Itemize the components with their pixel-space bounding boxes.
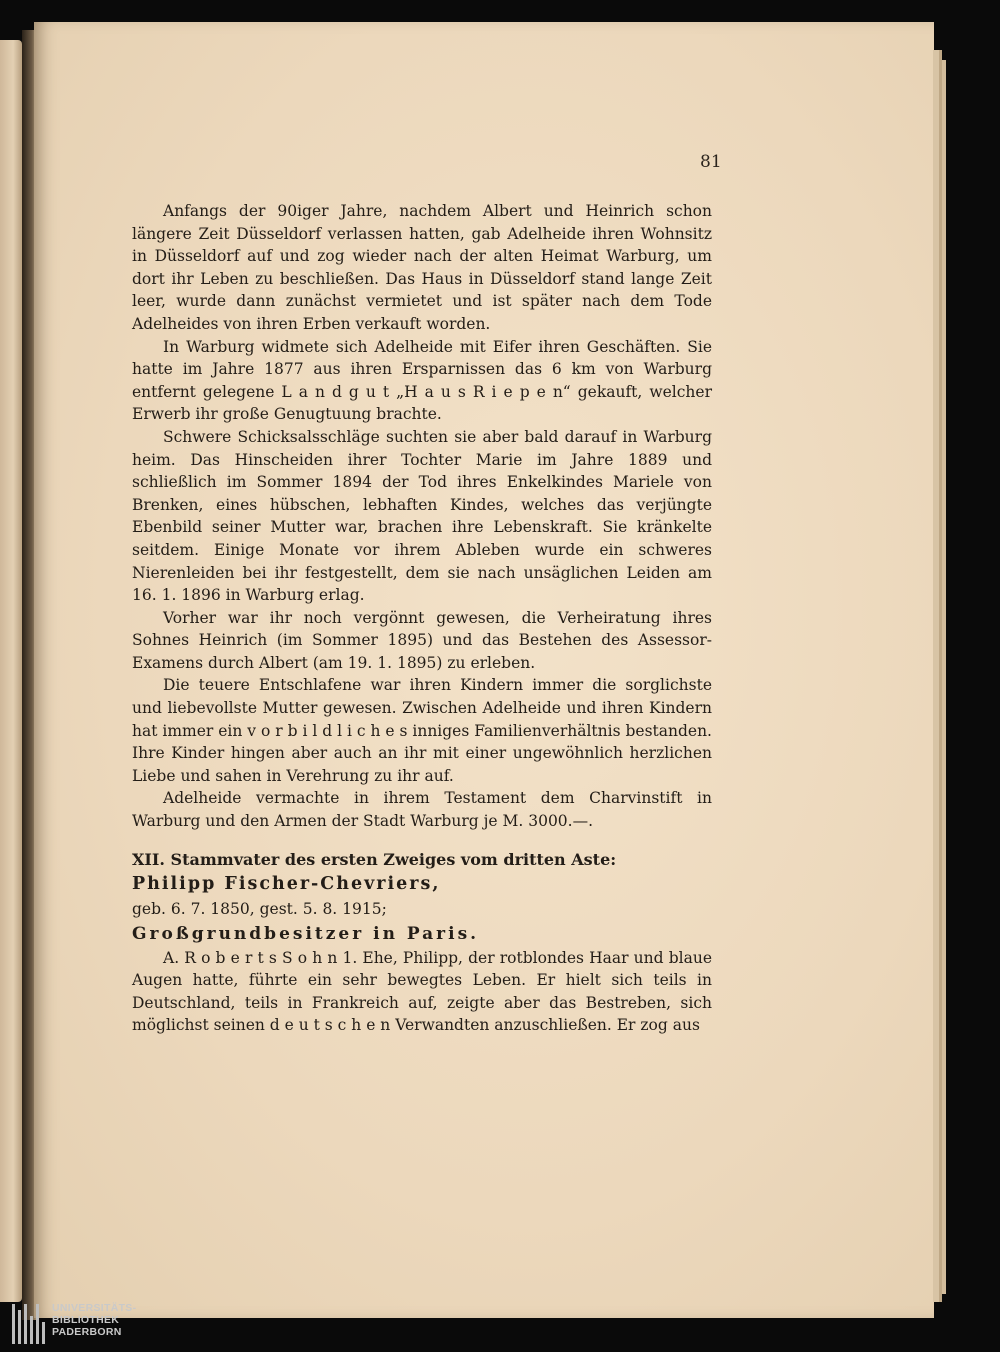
library-logo-line: PADERBORN: [52, 1326, 122, 1338]
person-name: Philipp Fischer-Chevriers,: [132, 873, 441, 894]
library-logo-mark: [12, 1304, 48, 1344]
library-logo-line: BIBLIOTHEK: [52, 1314, 120, 1326]
left-page-edge: [0, 40, 22, 1302]
paragraph: Vorher war ihr noch vergönnt gewesen, die Verheiratung ihres Sohnes Heinrich (im Sommer 1895) und das Bestehen des Assessor-Examens durch Albert (am 19. 1. 1895) zu erleben.: [132, 608, 712, 672]
paragraph: Adelheide vermachte in ihrem Testament dem Charvinstift in Warburg und den Armen der Stadt Warburg je M. 3000.—.: [132, 789, 712, 831]
section-title: XII. Stammvater des ersten Zweiges vom dritten Aste:: [132, 849, 617, 869]
paragraph: In Warburg widmete sich Adelheide mit Eifer ihren Geschäften. Sie hatte im Jahre 1877 aus ihren Ersparnissen das 6 km von Warburg entfernt gelegene L a n d g u t „H a u s R i e p e n“ gekauft, welcher Erwerb ihr große Genugtuung brachte.: [132, 337, 712, 424]
section-paragraph: A. R o b e r t s S o h n 1. Ehe, Philipp, der rotblondes Haar und blaue Augen hatte, führte ein sehr bewegtes Leben. Er hielt sich teils in Deutschland, teils in Frankreich auf, zeigte aber das Bestreben, sich möglichst seinen d e u t s c h e n Verwandten anzuschließen. Er zog aus: [132, 948, 712, 1035]
library-logo: [12, 1300, 212, 1344]
page-body: [132, 200, 712, 1037]
section-heading: [132, 847, 712, 947]
life-dates: geb. 6. 7. 1850, gest. 5. 8. 1915;: [132, 899, 387, 918]
library-logo-text: [52, 1302, 136, 1338]
occupation: Großgrundbesitzer in Paris.: [132, 923, 480, 944]
library-logo-line: UNIVERSITÄTS-: [52, 1302, 137, 1314]
paragraph: Die teuere Entschlafene war ihren Kindern immer die sorglichste und liebevollste Mutter gewesen. Zwischen Adelheide und ihren Kindern hat immer ein v o r b i l d l i c h e s inniges Familienverhältnis bestanden. Ihre Kinder hingen aber auch an ihr mit einer ungewöhnlich herzlichen Liebe und sahen in Verehrung zu ihr auf.: [132, 676, 712, 785]
page-edge: [942, 60, 946, 1294]
page-number: 81: [700, 152, 722, 172]
paragraph: Schwere Schicksalsschläge suchten sie aber bald darauf in Warburg heim. Das Hinscheiden ihrer Tochter Marie im Jahre 1889 und schließlich im Sommer 1894 der Tod ihres Enkelkindes Mariele von Brenken, eines hübschen, lebhaften Kindes, welches das verjüngte Ebenbild seiner Mutter war, brachen ihre Lebenskraft. Sie kränkelte seitdem. Einige Monate vor ihrem Ableben wurde ein schweres Nierenleiden bei ihr festgestellt, dem sie nach unsäglichen Leiden am 16. 1. 1896 in Warburg erlag.: [132, 427, 712, 605]
paragraph: Anfangs der 90iger Jahre, nachdem Albert und Heinrich schon längere Zeit Düsseldorf verlassen hatten, gab Adelheide ihren Wohnsitz in Düsseldorf auf und zog wieder nach der alten Heimat Warburg, um dort ihr Leben zu beschließen. Das Haus in Düsseldorf stand lange Zeit leer, wurde dann zunächst vermietet und ist später nach dem Tode Adelheides von ihren Erben verkauft worden.: [132, 202, 712, 333]
